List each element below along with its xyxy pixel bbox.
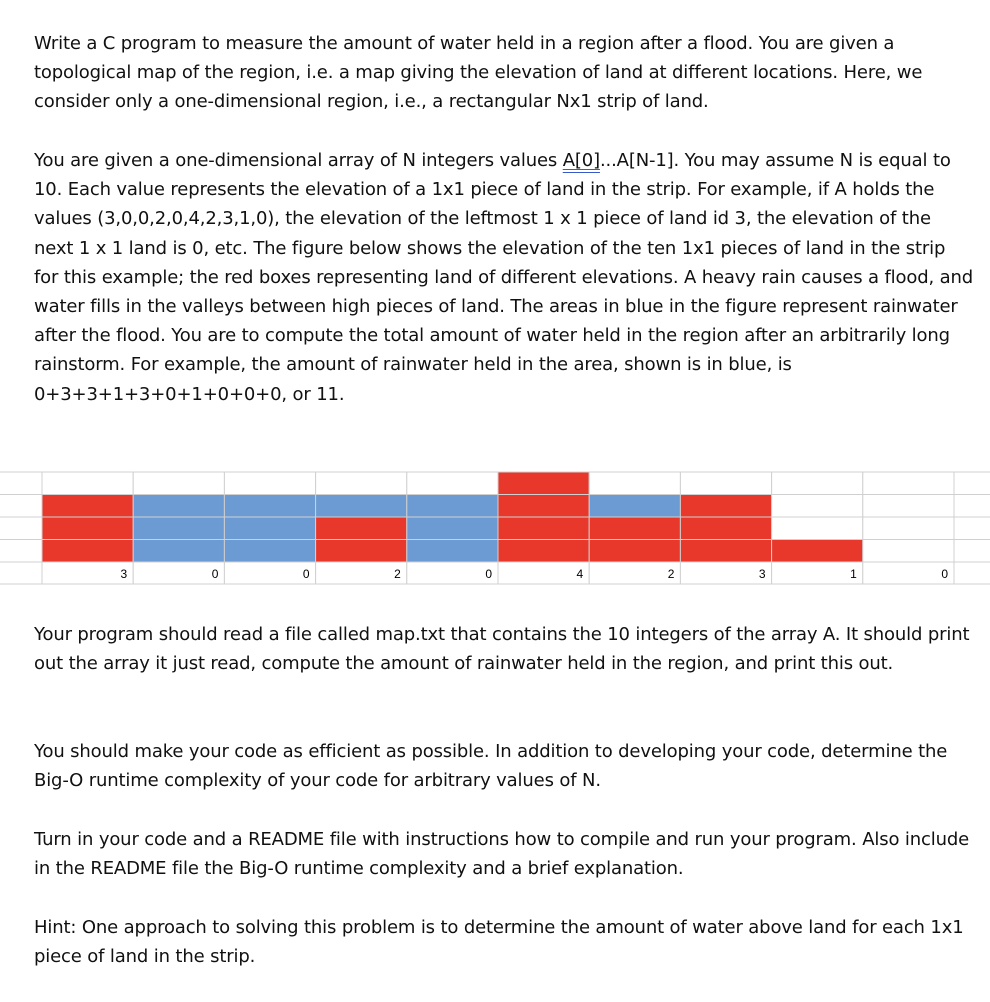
- water-cell: [224, 495, 315, 518]
- empty-cell: [42, 472, 133, 495]
- land-cell: [42, 495, 133, 518]
- label-cell: [772, 562, 863, 584]
- elevation-label: 2: [667, 567, 675, 581]
- land-cell: [772, 540, 863, 563]
- water-cell: [589, 495, 680, 518]
- land-cell: [316, 540, 407, 563]
- land-cell: [42, 517, 133, 540]
- paragraph-efficiency: You should make your code as efficient as possible. In addition to developing your code, determine the Big-O runtime complexity of your code for arbitrary values of N.: [34, 741, 948, 792]
- elevation-label: 2: [394, 567, 401, 581]
- land-cell: [498, 517, 589, 540]
- paragraph-problem-description: [34, 146, 974, 409]
- empty-cell: [863, 540, 954, 563]
- empty-cell: [863, 472, 954, 495]
- water-cell: [407, 495, 498, 518]
- label-cell: [407, 562, 498, 584]
- elevation-label: 0: [302, 567, 310, 581]
- p2-underlined-term: A[0]: [562, 150, 600, 171]
- empty-cell: [407, 472, 498, 495]
- elevation-water-figure: [0, 460, 990, 600]
- paragraph-program-requirements: Your program should read a file called map.txt that contains the 10 integers of the array A. It should print out the array it just read, compute the amount of rainwater held in the region, and print this out.: [34, 624, 970, 675]
- empty-cell: [133, 472, 224, 495]
- elevation-label: 3: [758, 567, 766, 581]
- elevation-label: 0: [941, 567, 948, 581]
- paragraph-intro: Write a C program to measure the amount of water held in a region after a flood. You are given a topological map of the region, i.e. a map giving the elevation of land at different locations. Here, we consider only a one-dimensional region, i.e., a rectangular Nx1 strip of land.: [34, 33, 923, 113]
- land-cell: [498, 540, 589, 563]
- elevation-label: 4: [576, 567, 584, 581]
- land-cell: [498, 472, 589, 495]
- empty-cell: [863, 517, 954, 540]
- land-cell: [680, 517, 771, 540]
- land-cell: [589, 540, 680, 563]
- elevation-label: 0: [485, 567, 492, 581]
- empty-cell: [316, 472, 407, 495]
- empty-cell: [224, 472, 315, 495]
- water-cell: [407, 517, 498, 540]
- paragraph-submission: Turn in your code and a README file with instructions how to compile and run your program. Also include in the README file the Big-O runtime complexity and a brief explanation.: [34, 829, 970, 880]
- land-cell: [42, 540, 133, 563]
- empty-cell: [772, 472, 863, 495]
- elevation-label: 0: [211, 567, 219, 581]
- p2-text-after: ...A[N-1]. You may assume N is equal to 10. Each value represents the elevation of a 1x1 piece of land in the strip. For example, if A holds the values (3,0,0,2,0,4,2,3,1,0), the elevation of the leftmost 1 x 1 piece of land id 3, the elevation of the next 1 x 1 land is 0, etc. The figure below shows the elevation of the ten 1x1 pieces of land in the strip for this example; the red boxes representing land of different elevations. A heavy rain causes a flood, and water fills in the valleys between high pieces of land. The areas in blue in the figure represent rainwater after the flood. You are to compute the total amount of water held in the region after an arbitrarily long rainstorm. For example, the amount of rainwater held in the area, shown is in blue, is 0+3+3+1+3+0+1+0+0+0, or 11.: [34, 150, 974, 405]
- empty-cell: [772, 517, 863, 540]
- land-cell: [680, 540, 771, 563]
- p2-text-before: You are given a one-dimensional array of N integers values: [34, 150, 563, 171]
- empty-cell: [863, 495, 954, 518]
- elevation-label: 3: [120, 567, 128, 581]
- label-cell: [316, 562, 407, 584]
- water-cell: [133, 540, 224, 563]
- land-cell: [498, 495, 589, 518]
- label-cell: [863, 562, 954, 584]
- land-cell: [589, 517, 680, 540]
- water-cell: [407, 540, 498, 563]
- empty-cell: [680, 472, 771, 495]
- water-cell: [133, 517, 224, 540]
- empty-cell: [589, 472, 680, 495]
- elevation-label: 1: [850, 567, 857, 581]
- empty-cell: [772, 495, 863, 518]
- paragraph-hint: Hint: One approach to solving this problem is to determine the amount of water above land for each 1x1 piece of land in the strip.: [34, 917, 964, 968]
- water-cell: [224, 540, 315, 563]
- water-cell: [224, 517, 315, 540]
- water-cell: [133, 495, 224, 518]
- land-cell: [316, 517, 407, 540]
- land-cell: [680, 495, 771, 518]
- label-cell: [680, 562, 771, 584]
- water-cell: [316, 495, 407, 518]
- label-cell: [224, 562, 315, 584]
